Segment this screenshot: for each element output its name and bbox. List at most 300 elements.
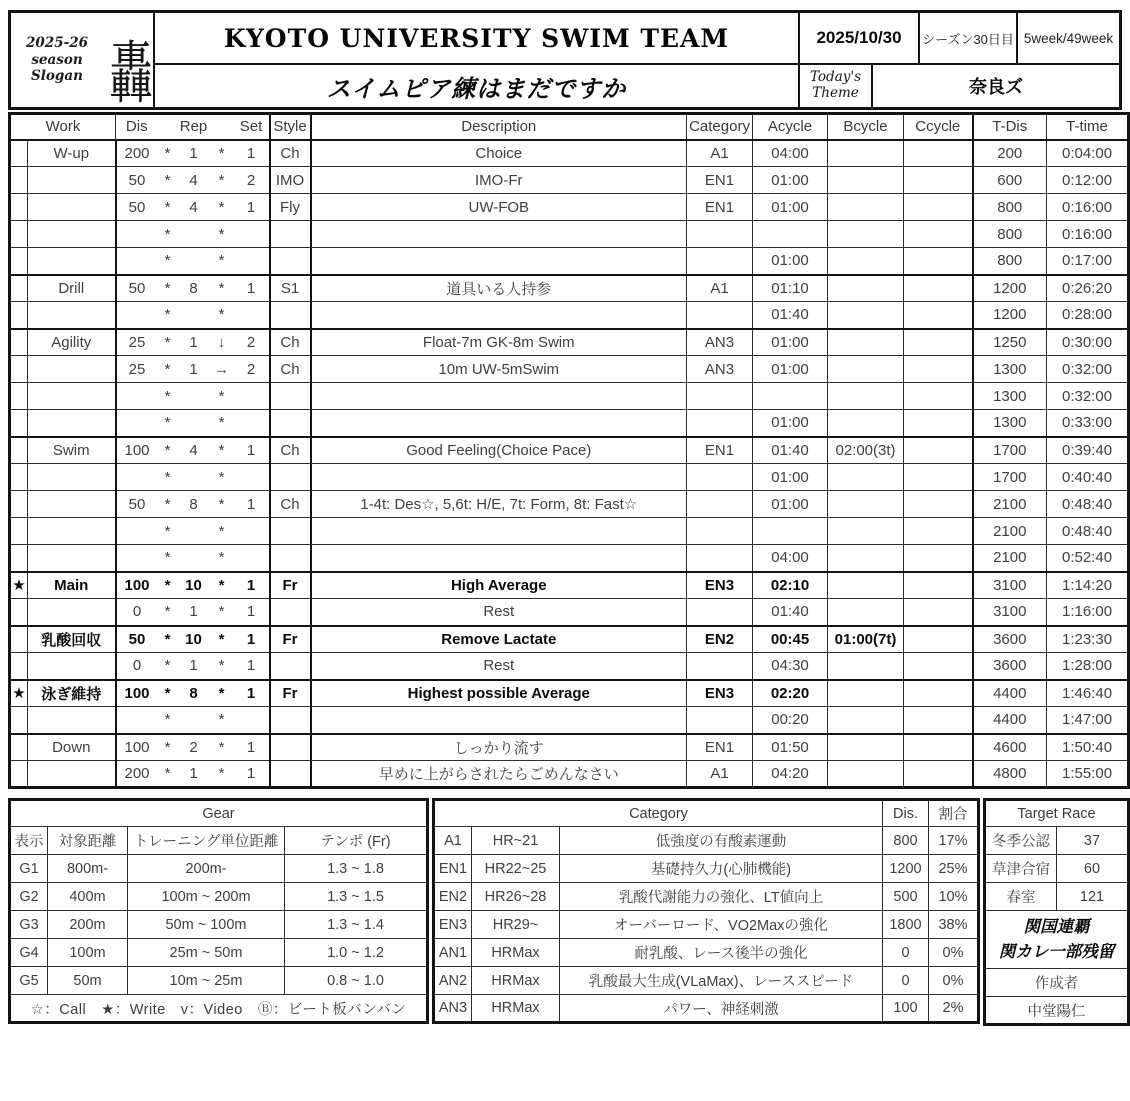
style [270, 248, 311, 275]
work-label [28, 383, 116, 410]
reps: 1 [178, 140, 210, 167]
style: Ch [270, 140, 311, 167]
col-description: Description [311, 114, 687, 140]
separator: * [210, 410, 234, 437]
category-row [434, 939, 979, 967]
style [270, 761, 311, 788]
week-count: 5week/49week [1023, 30, 1114, 46]
bcycle: 02:00(3t) [828, 437, 904, 464]
ccycle [904, 707, 973, 734]
category: A1 [687, 761, 753, 788]
total-time: 1:28:00 [1047, 653, 1129, 680]
workout-row [10, 734, 1129, 761]
work-label [28, 545, 116, 572]
sets: 1 [234, 680, 270, 707]
workout-row [10, 302, 1129, 329]
category-table [432, 798, 980, 1024]
sheet-header [8, 10, 1122, 114]
acycle: 01:00 [753, 167, 828, 194]
distance: 50 [116, 491, 158, 518]
target-race-row [985, 883, 1129, 911]
total-distance: 4400 [973, 707, 1047, 734]
acycle: 01:00 [753, 356, 828, 383]
ccycle [904, 572, 973, 599]
sets: 2 [234, 329, 270, 356]
header-row-1 [155, 13, 1119, 65]
work-label: Agility [28, 329, 116, 356]
gear-tempo: 1.3 ~ 1.4 [285, 911, 428, 939]
category-code: EN3 [434, 911, 472, 939]
separator: * [158, 356, 178, 383]
distance: 100 [116, 734, 158, 761]
sets: 1 [234, 275, 270, 302]
style: Fr [270, 572, 311, 599]
reps [178, 383, 210, 410]
row-marker [10, 437, 28, 464]
total-distance: 2100 [973, 491, 1047, 518]
separator: * [210, 302, 234, 329]
target-race-title: Target Race [985, 800, 1129, 827]
total-time: 0:16:00 [1047, 221, 1129, 248]
total-distance: 1300 [973, 356, 1047, 383]
style [270, 518, 311, 545]
description: Good Feeling(Choice Pace) [311, 437, 687, 464]
ccycle [904, 248, 973, 275]
heart-rate-zone: HRMax [472, 995, 560, 1023]
ccycle [904, 410, 973, 437]
work-label [28, 356, 116, 383]
style: IMO [270, 167, 311, 194]
work-label [28, 761, 116, 788]
category-description: パワー、神経刺激 [560, 995, 883, 1023]
ccycle [904, 464, 973, 491]
category: AN3 [687, 329, 753, 356]
row-marker [10, 248, 28, 275]
row-marker [10, 734, 28, 761]
distance: 50 [116, 167, 158, 194]
acycle: 01:10 [753, 275, 828, 302]
workout-row [10, 248, 1129, 275]
reps [178, 707, 210, 734]
bcycle [828, 167, 904, 194]
description [311, 707, 687, 734]
reps: 8 [178, 275, 210, 302]
style: Fr [270, 626, 311, 653]
gear-unit-distance: 50m ~ 100m [128, 911, 285, 939]
category [687, 248, 753, 275]
bcycle [828, 572, 904, 599]
reps: 4 [178, 194, 210, 221]
distance: 100 [116, 680, 158, 707]
workout-header-row [10, 114, 1129, 140]
sets: 1 [234, 491, 270, 518]
row-marker [10, 653, 28, 680]
workout-row [10, 194, 1129, 221]
work-label [28, 464, 116, 491]
total-time: 0:28:00 [1047, 302, 1129, 329]
gear-header-row [10, 827, 428, 855]
workout-row [10, 545, 1129, 572]
gear-col-header: トレーニング単位距離 [128, 827, 285, 855]
work-label: 泳ぎ維持 [28, 680, 116, 707]
reps: 1 [178, 356, 210, 383]
separator: * [210, 518, 234, 545]
gear-row [10, 967, 428, 995]
style: Ch [270, 437, 311, 464]
total-time: 1:55:00 [1047, 761, 1129, 788]
acycle [753, 518, 828, 545]
row-marker [10, 140, 28, 167]
ccycle [904, 491, 973, 518]
work-label [28, 410, 116, 437]
practice-slogan: スイムピア練はまだですか [155, 65, 800, 107]
ccycle [904, 545, 973, 572]
separator: * [210, 437, 234, 464]
workout-row [10, 140, 1129, 167]
category-description: 耐乳酸、レース後半の強化 [560, 939, 883, 967]
total-time: 1:47:00 [1047, 707, 1129, 734]
ccycle [904, 167, 973, 194]
heart-rate-zone: HRMax [472, 967, 560, 995]
acycle: 01:00 [753, 410, 828, 437]
distance: 200 [116, 140, 158, 167]
bcycle [828, 464, 904, 491]
category-description: 乳酸代謝能力の強化、LT値向上 [560, 883, 883, 911]
gear-target-distance: 400m [48, 883, 128, 911]
ccycle [904, 356, 973, 383]
separator: * [210, 761, 234, 788]
category-code: AN3 [434, 995, 472, 1023]
total-time: 0:52:40 [1047, 545, 1129, 572]
row-marker [10, 761, 28, 788]
distance: 200 [116, 761, 158, 788]
style: Ch [270, 356, 311, 383]
workout-row [10, 410, 1129, 437]
distance [116, 248, 158, 275]
gear-tempo: 0.8 ~ 1.0 [285, 967, 428, 995]
reps: 4 [178, 167, 210, 194]
description: 早めに上がらされたらごめんなさい [311, 761, 687, 788]
separator: * [158, 302, 178, 329]
total-distance: 200 [973, 140, 1047, 167]
gear-row [10, 911, 428, 939]
distance [116, 464, 158, 491]
gear-target-distance: 100m [48, 939, 128, 967]
acycle: 01:00 [753, 194, 828, 221]
description: 10m UW-5mSwim [311, 356, 687, 383]
target-race-table [983, 798, 1130, 1026]
reps: 1 [178, 329, 210, 356]
separator: * [210, 680, 234, 707]
work-label: Swim [28, 437, 116, 464]
heart-rate-zone: HR26~28 [472, 883, 560, 911]
team-title: KYOTO UNIVERSITY SWIM TEAM [155, 13, 800, 63]
workout-row [10, 680, 1129, 707]
separator: * [158, 680, 178, 707]
category-row [434, 855, 979, 883]
ccycle [904, 626, 973, 653]
race-name: 冬季公認 [985, 827, 1057, 855]
acycle: 02:10 [753, 572, 828, 599]
bcycle [828, 680, 904, 707]
ccycle [904, 329, 973, 356]
reps: 8 [178, 491, 210, 518]
sets [234, 410, 270, 437]
workout-row [10, 761, 1129, 788]
author-label: 作成者 [985, 969, 1129, 997]
description: Remove Lactate [311, 626, 687, 653]
row-marker [10, 410, 28, 437]
bcycle [828, 707, 904, 734]
separator: * [158, 599, 178, 626]
separator: * [210, 167, 234, 194]
gear-col-header: テンポ (Fr) [285, 827, 428, 855]
total-distance: 3600 [973, 626, 1047, 653]
todays-theme-label: Today's Theme [800, 65, 873, 107]
season-day-count: シーズン30日目 [920, 13, 1018, 63]
description [311, 464, 687, 491]
sets [234, 545, 270, 572]
race-name: 草津合宿 [985, 855, 1057, 883]
sets: 1 [234, 140, 270, 167]
sets: 2 [234, 356, 270, 383]
bcycle [828, 356, 904, 383]
row-marker [10, 302, 28, 329]
work-label: Down [28, 734, 116, 761]
style [270, 383, 311, 410]
separator: * [158, 275, 178, 302]
separator: * [210, 599, 234, 626]
category-ratio: 25% [929, 855, 979, 883]
bcycle [828, 275, 904, 302]
row-marker [10, 545, 28, 572]
sets: 1 [234, 761, 270, 788]
category: EN3 [687, 680, 753, 707]
bcycle [828, 383, 904, 410]
separator: * [158, 518, 178, 545]
category-code: A1 [434, 827, 472, 855]
total-time: 0:04:00 [1047, 140, 1129, 167]
workout-row [10, 383, 1129, 410]
row-marker [10, 356, 28, 383]
total-time: 0:26:20 [1047, 275, 1129, 302]
style: Fly [270, 194, 311, 221]
workout-row [10, 221, 1129, 248]
ccycle [904, 437, 973, 464]
reps: 10 [178, 626, 210, 653]
category-distance: 1200 [883, 855, 929, 883]
col-category: Category [687, 114, 753, 140]
distance: 0 [116, 599, 158, 626]
workout-row [10, 275, 1129, 302]
total-time: 0:17:00 [1047, 248, 1129, 275]
work-label [28, 518, 116, 545]
sets: 1 [234, 194, 270, 221]
total-time: 0:12:00 [1047, 167, 1129, 194]
separator: * [210, 221, 234, 248]
style [270, 302, 311, 329]
style [270, 464, 311, 491]
category [687, 464, 753, 491]
category [687, 653, 753, 680]
distance [116, 545, 158, 572]
gear-code: G5 [10, 967, 48, 995]
gear-code: G1 [10, 855, 48, 883]
workout-row [10, 572, 1129, 599]
total-distance: 800 [973, 194, 1047, 221]
total-time: 0:48:40 [1047, 491, 1129, 518]
acycle: 01:00 [753, 248, 828, 275]
style: Fr [270, 680, 311, 707]
category-code: AN1 [434, 939, 472, 967]
work-label [28, 167, 116, 194]
category-title: Category [434, 800, 883, 827]
style [270, 599, 311, 626]
distance [116, 383, 158, 410]
category [687, 302, 753, 329]
sets [234, 707, 270, 734]
acycle: 01:00 [753, 329, 828, 356]
workout-row [10, 653, 1129, 680]
category [687, 491, 753, 518]
separator: * [158, 437, 178, 464]
ratio-header: 割合 [929, 800, 979, 827]
separator: * [210, 626, 234, 653]
total-time: 0:32:00 [1047, 383, 1129, 410]
separator: * [210, 248, 234, 275]
gear-row [10, 883, 428, 911]
category: EN1 [687, 437, 753, 464]
acycle [753, 383, 828, 410]
row-marker [10, 518, 28, 545]
acycle: 02:20 [753, 680, 828, 707]
col-rep: Rep [178, 114, 210, 140]
author-name: 中堂陽仁 [985, 997, 1129, 1025]
reps: 4 [178, 437, 210, 464]
reference-section [8, 798, 1122, 1026]
target-race-row [985, 827, 1129, 855]
separator: * [210, 140, 234, 167]
bcycle [828, 545, 904, 572]
sets [234, 221, 270, 248]
gear-code: G3 [10, 911, 48, 939]
separator: * [158, 410, 178, 437]
description: しっかり流す [311, 734, 687, 761]
gear-row [10, 939, 428, 967]
days-until-race: 121 [1057, 883, 1129, 911]
description [311, 248, 687, 275]
work-label [28, 707, 116, 734]
workout-row [10, 491, 1129, 518]
col-dis: Dis [116, 114, 158, 140]
workout-row [10, 329, 1129, 356]
distance: 100 [116, 572, 158, 599]
category-code: AN2 [434, 967, 472, 995]
category: EN3 [687, 572, 753, 599]
description: 1-4t: Des☆, 5,6t: H/E, 7t: Form, 8t: Fast☆ [311, 491, 687, 518]
category [687, 707, 753, 734]
category-ratio: 38% [929, 911, 979, 939]
reps [178, 518, 210, 545]
category-description: オーバーロード、VO2Maxの強化 [560, 911, 883, 939]
sets: 1 [234, 437, 270, 464]
sets [234, 302, 270, 329]
workout-row [10, 437, 1129, 464]
category: AN3 [687, 356, 753, 383]
reps [178, 464, 210, 491]
gear-col-header: 対象距離 [48, 827, 128, 855]
ccycle [904, 734, 973, 761]
total-time: 0:16:00 [1047, 194, 1129, 221]
total-time: 0:32:00 [1047, 356, 1129, 383]
row-marker [10, 194, 28, 221]
category-row [434, 883, 979, 911]
separator: ↓ [210, 329, 234, 356]
work-label: W-up [28, 140, 116, 167]
category-distance: 500 [883, 883, 929, 911]
separator: * [210, 491, 234, 518]
total-distance: 1250 [973, 329, 1047, 356]
col-ccycle: Ccycle [904, 114, 973, 140]
season-years: 2025-26 [26, 34, 88, 51]
ccycle [904, 383, 973, 410]
category-row [434, 967, 979, 995]
acycle: 00:45 [753, 626, 828, 653]
ccycle [904, 275, 973, 302]
style: S1 [270, 275, 311, 302]
bcycle [828, 248, 904, 275]
ccycle [904, 194, 973, 221]
work-label: Main [28, 572, 116, 599]
total-distance: 3100 [973, 599, 1047, 626]
gear-title: Gear [10, 800, 428, 827]
separator: * [158, 329, 178, 356]
style [270, 734, 311, 761]
bcycle [828, 491, 904, 518]
season-label: season Slogan [31, 51, 83, 85]
separator: * [210, 464, 234, 491]
work-label [28, 248, 116, 275]
gear-row [10, 855, 428, 883]
sets [234, 248, 270, 275]
total-distance: 2100 [973, 545, 1047, 572]
row-marker [10, 464, 28, 491]
distance [116, 410, 158, 437]
work-label [28, 599, 116, 626]
sets [234, 518, 270, 545]
total-distance: 4400 [973, 680, 1047, 707]
ccycle [904, 302, 973, 329]
col-set: Set [234, 114, 270, 140]
description [311, 545, 687, 572]
separator: * [210, 572, 234, 599]
description: 道具いる人持参 [311, 275, 687, 302]
sets: 1 [234, 653, 270, 680]
bcycle [828, 221, 904, 248]
sets: 2 [234, 167, 270, 194]
separator: * [158, 491, 178, 518]
category-description: 低強度の有酸素運動 [560, 827, 883, 855]
distance: 0 [116, 653, 158, 680]
reps: 8 [178, 680, 210, 707]
gear-tempo: 1.3 ~ 1.8 [285, 855, 428, 883]
bcycle [828, 329, 904, 356]
ccycle [904, 140, 973, 167]
category-code: EN2 [434, 883, 472, 911]
separator: * [158, 383, 178, 410]
todays-theme-value: 奈良ズ [969, 77, 1023, 97]
col-style: Style [270, 114, 311, 140]
